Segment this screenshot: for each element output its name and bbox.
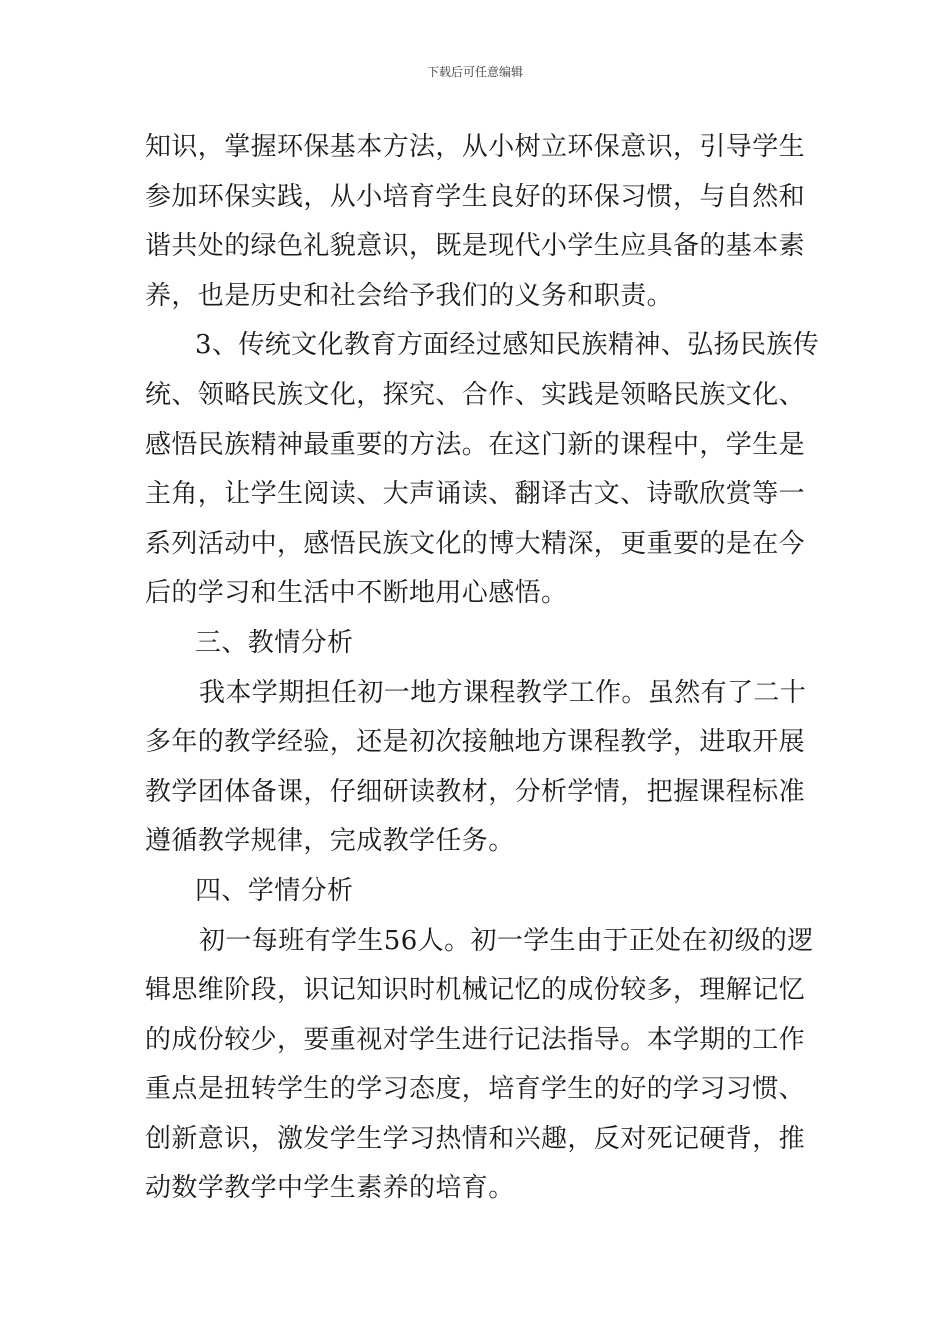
text-line: 重点是扭转学生的学习态度，培育学生的好的学习习惯、 (145, 1074, 806, 1105)
paragraph (145, 917, 814, 1215)
section-heading (145, 867, 810, 917)
text-line: 参加环保实践，从小培育学生良好的环保习惯，与自然和 (145, 181, 806, 212)
text-line: 初一每班有学生56人。初一学生由于正处在初级的逻 (199, 925, 814, 956)
text-line: 养，也是历史和社会给予我们的义务和职责。 (145, 280, 674, 311)
section-heading (145, 619, 810, 669)
text-line: 感悟民族精神最重要的方法。在这门新的课程中，学生是 (145, 429, 806, 460)
paragraph (145, 321, 820, 619)
text-line: 创新意识，激发学生学习热情和兴趣，反对死记硬背，推 (145, 1123, 806, 1154)
text-line: 多年的教学经验，还是初次接触地方课程教学，进取开展 (145, 727, 806, 758)
heading-text: 四、学情分析 (195, 875, 354, 906)
text-line: 辑思维阶段，识记知识时机械记忆的成份较多，理解记忆 (145, 975, 806, 1006)
page-header: 下载后可任意编辑 (426, 65, 523, 79)
text-line: 动数学教学中学生素养的培育。 (145, 1173, 515, 1204)
text-line: 主角，让学生阅读、大声诵读、翻译古文、诗歌欣赏等一 (145, 479, 806, 510)
text-line: 3、传统文化教育方面经过感知民族精神、弘扬民族传 (195, 330, 820, 361)
paragraph (145, 669, 810, 867)
text-line: 谐共处的绿色礼貌意识，既是现代小学生应具备的基本素 (145, 231, 806, 262)
text-line: 我本学期担任初一地方课程教学工作。虽然有了二十 (199, 677, 807, 708)
text-line: 统、领略民族文化，探究、合作、实践是领略民族文化、 (145, 379, 806, 410)
paragraph (145, 123, 810, 321)
text-line: 教学团体备课，仔细研读教材，分析学情，把握课程标准 (145, 776, 806, 807)
document-body (145, 123, 820, 1214)
text-line: 系列活动中，感悟民族文化的博大精深，更重要的是在今 (145, 528, 806, 559)
text-line: 知识，掌握环保基本方法，从小树立环保意识，引导学生 (145, 132, 806, 162)
text-line: 的成份较少，要重视对学生进行记法指导。本学期的工作 (145, 1024, 806, 1055)
text-line: 后的学习和生活中不断地用心感悟。 (145, 578, 568, 609)
heading-text: 三、教情分析 (195, 627, 354, 658)
text-line: 遵循教学规律，完成教学任务。 (145, 826, 515, 857)
